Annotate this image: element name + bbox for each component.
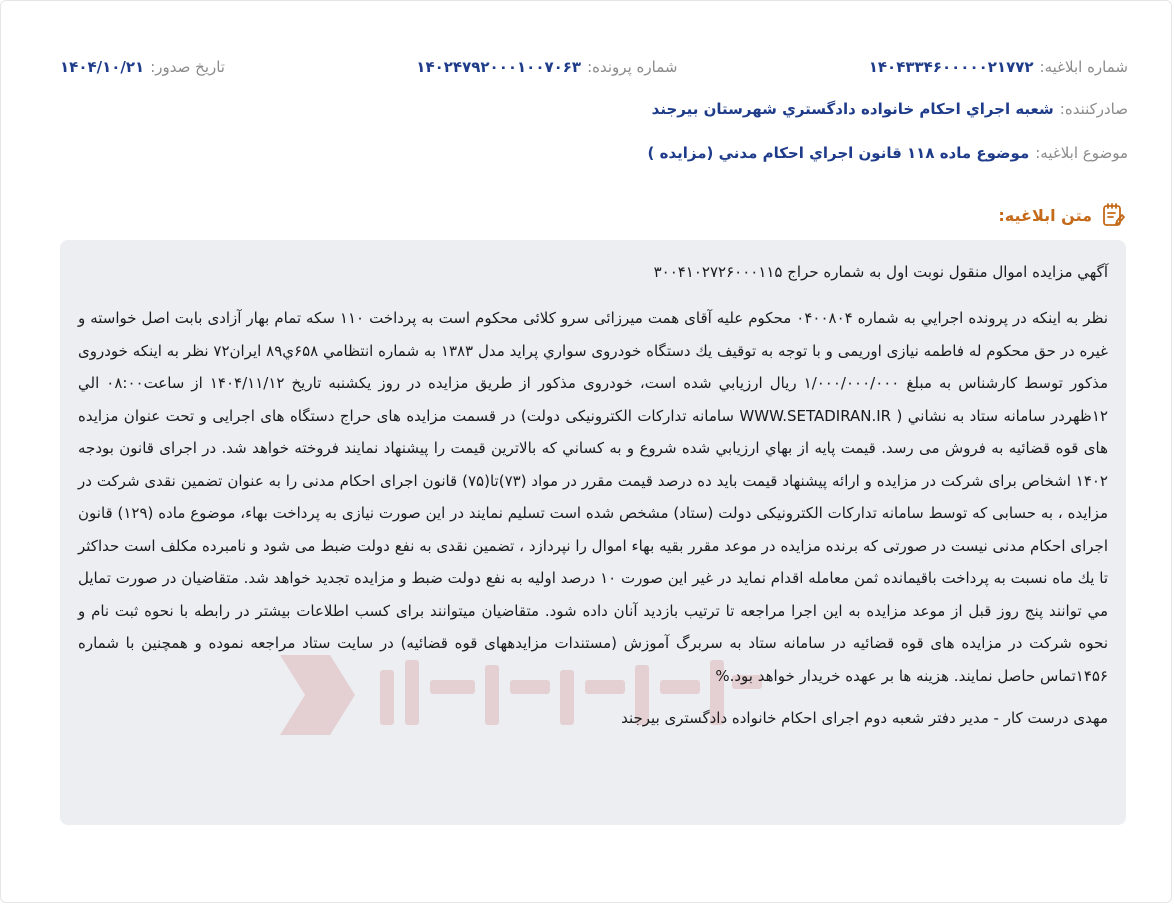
notice-body: نظر به اينكه در پرونده اجرايي به شماره ۰۴۰۰۸۰۴ محكوم عليه آقای همت میرزائی سرو کلائی محكوم است به پرداخت ۱۱۰ سكه تمام بهار آزادی بابت اصل خواسته و غيره در حق محكوم له فاطمه نیازی اوریمی و با توجه به توقيف يك دستگاه خودروی سواري پرايد مدل ۱۳۸۳ به شماره انتظامي ۶۵۸ي۸۹ ايران۷۲ نظر به اينكه خودروی مذكور توسط كارشناس به مبلغ ۱/۰۰۰/۰۰۰/۰۰۰ ريال ارزيابي شده است، خودروی مذكور از طريق مزايده در روز يكشنبه تاريخ ۱۴۰۴/۱۱/۱۲ از ساعت۰۸:۰۰ الي ۱۲ظهردر سامانه ستاد به نشاني ( WWW.SETADIRAN.IR سامانه تداركات الكترونيكی دولت) در قسمت مزايده های حراج دستگاه های اجرايی و تحت عنوان مزايده های قوه قضائيه به فروش می رسد. قيمت پايه از بهاي ارزيابي شده شروع و به كساني كه بالاترين قيمت را پيشنهاد نمايند فروخته خواهد شد. در اجرای قانون بودجه ۱۴۰۲ اشخاص برای شركت در مزايده و ارائه پيشنهاد قيمت بايد ده درصد قيمت مقرر در مواد (۷۳)تا(۷۵) قانون اجرای احكام مدنی را به عنوان تضمين نقدی شركت در مزايده ، به حسابی كه توسط سامانه تداركات الكترونيكی دولت (ستاد) مشخص شده است تسليم نمايند در اين صورت نيازی به پرداخت بهاء، موضوع ماده (۱۲۹) قانون اجرای احكام مدنی نيست در صورتی كه برنده مزايده در موعد مقرر بقيه بهاء اموال را نپردازد ، تضمين نقدی به نفع دولت ضبط می شود و نامبرده مكلف است حداكثر تا يك ماه نسبت به پرداخت باقيمانده ثمن معامله اقدام نمايد در غير اين صورت ۱۰ درصد اوليه به نفع دولت ضبط و مزايده تجديد خواهد شد. متقاضيان در صورت تمايل مي توانند پنج روز قبل از موعد مزايده به اين اجرا مراجعه تا ترتيب بازديد آنان داده شود. متقاضيان ميتوانند برای كسب اطلاعات بيشتر در رابطه با نحوه ثبت نام و نحوه شركت در مزايده های قوه قضائيه در سامانه ستاد به سربرگ آموزش (مستندات مزايدههای قوه قضائيه) در سايت ستاد مراجعه نموده و همچنين با شماره ۱۴۵۶تماس حاصل نمايند. هزينه ها بر عهده خريدار خواهد بود.% bbox=[78, 309, 1109, 685]
notice-content-box bbox=[60, 240, 1126, 825]
issue-date-field bbox=[60, 58, 225, 76]
notice-number-value: ۱۴۰۴۳۳۴۶۰۰۰۰۰۲۱۷۷۲ bbox=[868, 58, 1034, 76]
case-number-field bbox=[416, 58, 677, 76]
meta-row-numbers bbox=[60, 58, 1128, 76]
notice-heading: آگهي مزايده اموال منقول نوبت اول به شماره حراج ۳۰۰۴۱۰۲۷۲۶۰۰۰۱۱۵ bbox=[653, 263, 1108, 281]
subject-label: موضوع ابلاغیه: bbox=[1035, 144, 1128, 162]
notice-signature: مهدی درست کار - مدير دفتر شعبه دوم اجرای احکام خانواده دادگستری بيرجند bbox=[621, 709, 1108, 727]
notice-document-icon bbox=[1100, 202, 1126, 228]
issuer-field bbox=[652, 100, 1128, 118]
issue-date-label: تاریخ صدور: bbox=[150, 58, 225, 76]
subject-field bbox=[648, 144, 1128, 162]
subject-value: موضوع ماده ۱۱۸ قانون اجراي احكام مدني (مزايده ) bbox=[647, 144, 1030, 162]
issuer-value: شعبه اجراي احكام خانواده دادگستري شهرستان بيرجند bbox=[651, 100, 1054, 118]
notice-text-title: متن ابلاغیه: bbox=[998, 205, 1092, 225]
notice-text-section-title bbox=[998, 202, 1126, 228]
case-number-value: ۱۴۰۲۴۷۹۲۰۰۰۱۰۰۷۰۶۳ bbox=[416, 58, 582, 76]
issuer-label: صادرکننده: bbox=[1059, 100, 1128, 118]
case-number-label: شماره پرونده: bbox=[587, 58, 678, 76]
notice-number-label: شماره ابلاغیه: bbox=[1039, 58, 1128, 76]
notice-number-field bbox=[869, 58, 1128, 76]
issue-date-value: ۱۴۰۴/۱۰/۲۱ bbox=[60, 58, 145, 76]
